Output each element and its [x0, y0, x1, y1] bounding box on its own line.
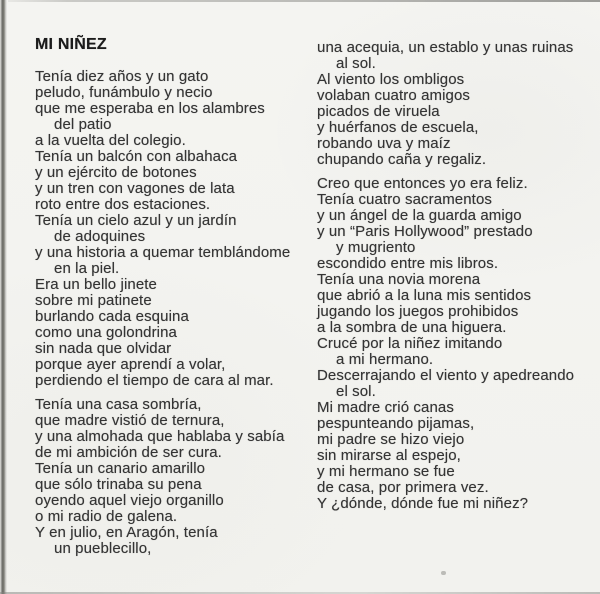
lyric-line: pespunteando pijamas,	[317, 415, 475, 432]
lyric-line: y mugriento	[336, 239, 416, 256]
lyric-line: un pueblecillo,	[54, 540, 152, 557]
lyric-line: Crucé por la niñez imitando	[317, 335, 503, 352]
lyric-line: sobre mi patinete	[35, 292, 152, 309]
lyrics-column-left	[35, 37, 313, 557]
lyric-line: mi padre se hizo viejo	[317, 431, 465, 448]
lyric-line: volaban cuatro amigos	[317, 87, 471, 104]
lyric-line: robando uva y maíz	[317, 135, 451, 152]
stanza	[317, 176, 599, 512]
lyric-line: oyendo aquel viejo organillo	[35, 492, 224, 509]
lyric-line: Tenía un balcón con albahaca	[35, 148, 238, 165]
lyric-line: chupando caña y regaliz.	[317, 151, 487, 168]
lyric-line: Creo que entonces yo era feliz.	[317, 175, 528, 192]
lyric-line: Tenía un cielo azul y un jardín	[35, 212, 237, 229]
lyrics-right-stanzas	[317, 40, 599, 512]
lyric-line: y mi hermano se fue	[317, 463, 455, 480]
lyric-line: al sol.	[336, 55, 376, 72]
lyric-line: y un “Paris Hollywood” prestado	[317, 223, 533, 240]
lyric-line: picados de viruela	[317, 103, 440, 120]
lyric-line: a mi hermano.	[336, 351, 434, 368]
stanza	[317, 40, 599, 168]
song-title: MI NIÑEZ	[35, 36, 107, 53]
lyric-line: Y ¿dónde, dónde fue mi niñez?	[317, 495, 529, 512]
lyric-line: Mi madre crió canas	[317, 399, 454, 416]
lyric-line: y una almohada que hablaba y sabía	[35, 428, 285, 445]
lyric-line: en la piel.	[54, 260, 120, 277]
lyric-line: el sol.	[336, 383, 376, 400]
lyric-line: sin nada que olvidar	[35, 340, 172, 357]
lyric-line: y un ángel de la guarda amigo	[317, 207, 522, 224]
lyric-line: Descerrajando el viento y apedreando	[317, 367, 575, 384]
lyric-line: como una golondrina	[35, 324, 177, 341]
lyric-line: sin mirarse al espejo,	[317, 447, 461, 464]
lyric-line: de mi ambición de ser cura.	[35, 444, 222, 461]
lyric-line: burlando cada esquina	[35, 308, 189, 325]
lyric-line: a la vuelta del colegio.	[35, 132, 186, 149]
lyric-line: o mi radio de galena.	[35, 508, 178, 525]
lyric-line: y un ejército de botones	[35, 164, 197, 181]
lyric-line: y un tren con vagones de lata	[35, 180, 235, 197]
stanza	[35, 69, 313, 389]
lyric-line: peludo, funámbulo y necio	[35, 84, 213, 101]
lyric-line: Tenía una casa sombría,	[35, 396, 202, 413]
lyric-line: Era un bello jinete	[35, 276, 157, 293]
lyrics-column-right	[317, 40, 599, 512]
lyric-line: de casa, por primera vez.	[317, 479, 489, 496]
lyric-line: que me esperaba en los alambres	[35, 100, 265, 117]
lyric-line: roto entre dos estaciones.	[35, 196, 211, 213]
lyric-line: Tenía cuatro sacramentos	[317, 191, 492, 208]
lyric-line: una acequia, un establo y unas ruinas	[317, 39, 574, 56]
lyric-line: perdiendo el tiempo de cara al mar.	[35, 372, 274, 389]
lyric-line: escondido entre mis libros.	[317, 255, 499, 272]
stanza	[35, 397, 313, 557]
lyric-line: Tenía un canario amarillo	[35, 460, 206, 477]
lyric-line: y una historia a quemar temblándome	[35, 244, 291, 261]
lyric-line: Al viento los ombligos	[317, 71, 465, 88]
lyric-line: Tenía una novia morena	[317, 271, 481, 288]
dust-speck	[441, 571, 446, 575]
lyric-line: y huérfanos de escuela,	[317, 119, 479, 136]
lyric-line: que sólo trinaba su pena	[35, 476, 202, 493]
lyric-line: porque ayer aprendí a volar,	[35, 356, 226, 373]
lyric-line: que madre vistió de ternura,	[35, 412, 225, 429]
lyric-line: que abrió a la luna mis sentidos	[317, 287, 532, 304]
lyric-line: Tenía diez años y un gato	[35, 68, 209, 85]
lyrics-left-stanzas	[35, 69, 313, 557]
lyric-line: jugando los juegos prohibidos	[317, 303, 519, 320]
lyric-line: a la sombra de una higuera.	[317, 319, 507, 336]
scan-edge-top	[8, 0, 600, 2]
lyric-line: del patio	[54, 116, 112, 133]
lyric-line: Y en julio, en Aragón, tenía	[35, 524, 218, 541]
scan-edge-left	[0, 0, 7, 594]
lyric-line: de adoquines	[54, 228, 146, 245]
